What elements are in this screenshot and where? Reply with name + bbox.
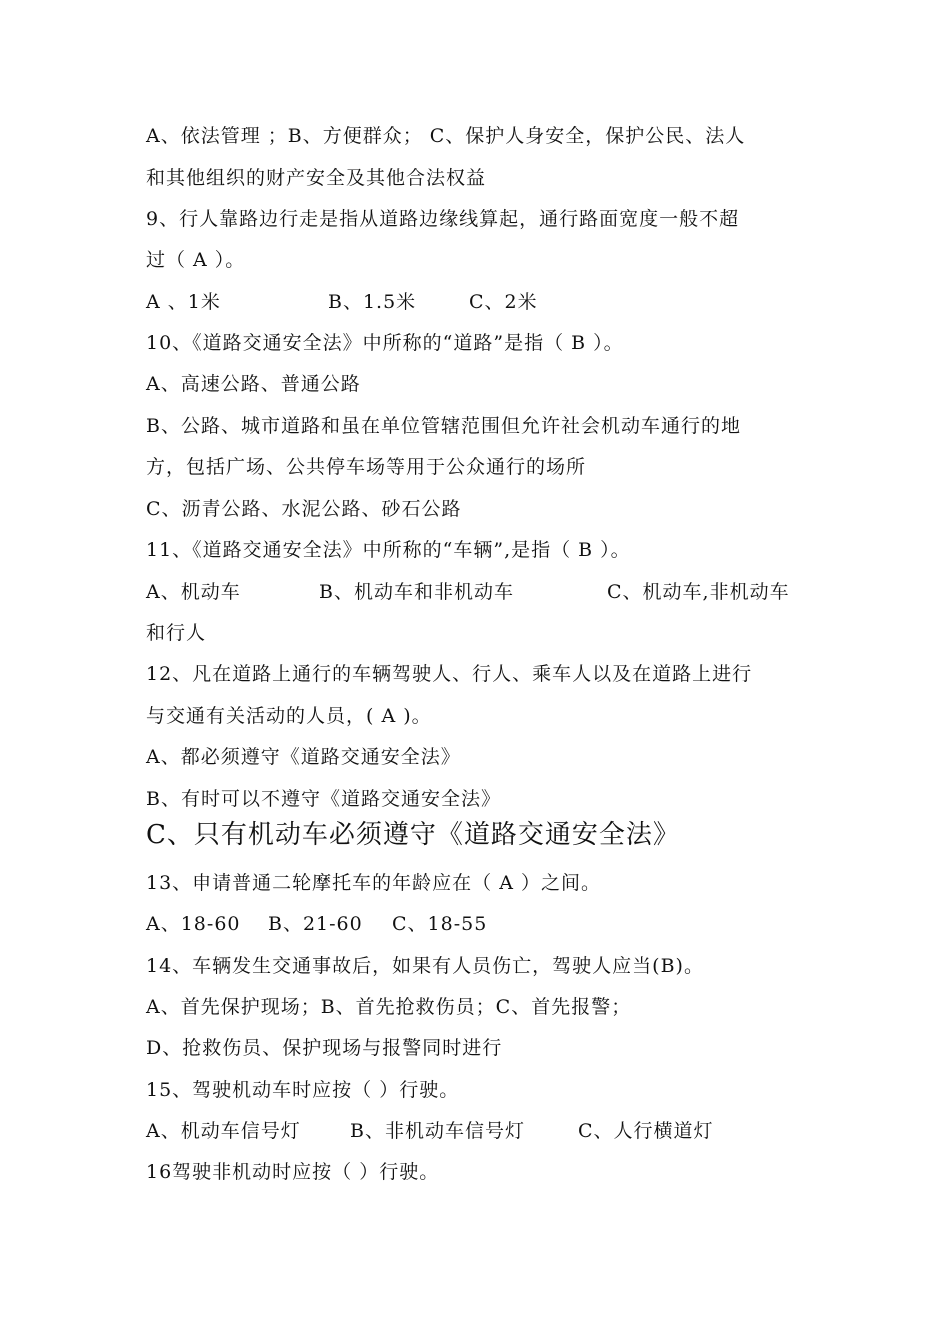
text-line: 方，包括广场、公共停车场等用于公众通行的场所 <box>146 456 587 478</box>
option-a: A、机动车信号灯 <box>146 1120 301 1142</box>
question-15: 15、驾驶机动车时应按（ ）行驶。 <box>146 1079 460 1101</box>
option-c: C、18-55 <box>392 913 488 935</box>
text-line: C、沥青公路、水泥公路、砂石公路 <box>146 498 462 520</box>
option-b: B、机动车和非机动车 <box>319 581 514 603</box>
option-a: A、18-60 <box>146 913 241 935</box>
option-c: C、人行横道灯 <box>578 1120 714 1142</box>
text-line: B、公路、城市道路和虽在单位管辖范围但允许社会机动车通行的地 <box>146 415 741 437</box>
text-line: 和行人 <box>146 622 207 644</box>
options-row <box>146 290 538 314</box>
options-row <box>146 580 790 604</box>
text-line: 过（ A ）。 <box>146 249 246 271</box>
text-line: D、抢救伤员、保护现场与报警同时进行 <box>146 1037 503 1059</box>
text-line: A、首先保护现场；B、首先抢救伤员；C、首先报警； <box>146 996 632 1018</box>
option-b: B、21-60 <box>268 913 363 935</box>
option-c: C、2米 <box>469 291 538 313</box>
options-row <box>146 1119 714 1143</box>
question-12: 12、凡在道路上通行的车辆驾驶人、行人、乘车人以及在道路上进行 <box>146 663 753 685</box>
option-b: B、1.5米 <box>328 291 417 313</box>
text-line: A、都必须遵守《道路交通安全法》 <box>146 746 461 768</box>
text-line: B、有时可以不遵守《道路交通安全法》 <box>146 788 501 810</box>
question-11: 11、《道路交通安全法》中所称的“车辆”,是指（ B ）。 <box>146 539 631 561</box>
text-line: A、依法管理 ；B、方便群众； C、保护人身安全，保护公民、法人 <box>146 125 746 147</box>
text-line: 和其他组织的财产安全及其他合法权益 <box>146 167 487 189</box>
text-line: A、高速公路、普通公路 <box>146 373 361 395</box>
question-10: 10、《道路交通安全法》中所称的“道路”是指（ B ）。 <box>146 332 624 354</box>
option-a: A 、1米 <box>146 291 221 313</box>
options-row <box>146 912 487 936</box>
option-a: A、机动车 <box>146 581 241 603</box>
option-c: C、机动车,非机动车 <box>607 581 790 603</box>
question-13: 13、申请普通二轮摩托车的年龄应在（ A ）之间。 <box>146 872 601 894</box>
text-line-large: C、只有机动车必须遵守《道路交通安全法》 <box>146 820 680 850</box>
question-9: 9、行人靠路边行走是指从道路边缘线算起，通行路面宽度一般不超 <box>146 208 740 230</box>
option-b: B、非机动车信号灯 <box>350 1120 525 1142</box>
question-16: 16驾驶非机动时应按（ ）行驶。 <box>146 1161 440 1183</box>
text-line: 与交通有关活动的人员，( A )。 <box>146 705 432 727</box>
question-14: 14、车辆发生交通事故后，如果有人员伤亡，驾驶人应当(B)。 <box>146 955 704 977</box>
